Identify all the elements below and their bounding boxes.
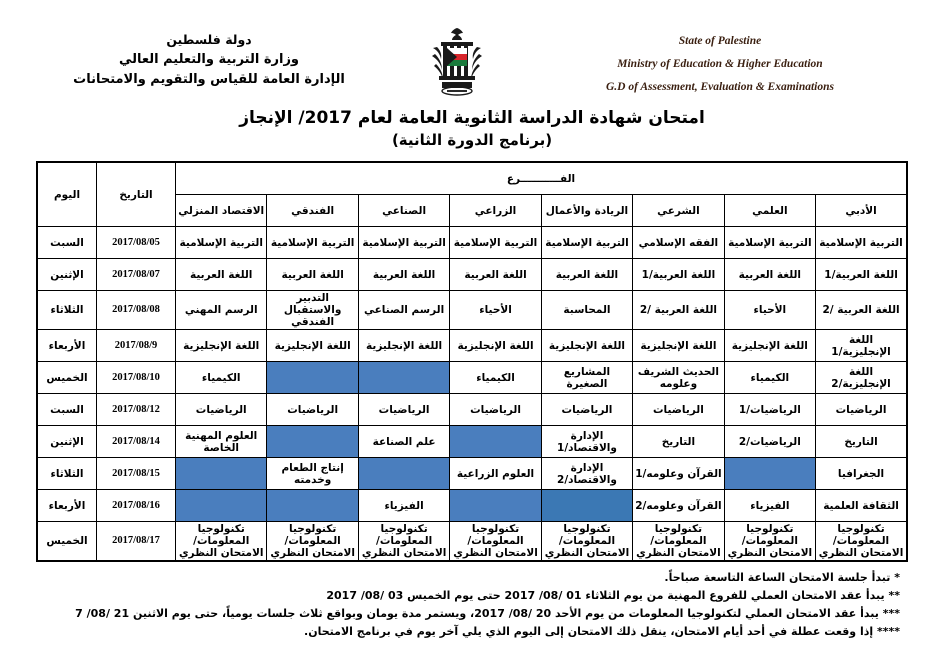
- exam-subject-cell: الفيزياء: [724, 490, 815, 522]
- exam-day-cell: الأربعاء: [37, 330, 97, 362]
- exam-date-cell: 2017/08/10: [97, 362, 176, 394]
- exam-subject-cell: المحاسبة: [541, 291, 632, 330]
- table-head: [37, 162, 907, 227]
- english-ministry-line: Ministry of Education & Higher Education: [617, 58, 823, 70]
- exam-subject-cell: الرسم المهني: [176, 291, 267, 330]
- footnote: ** يبدأ عقد الامتحان العملي للفروع المهنية من يوم الثلاثاء 01 /08/ 2017 حتى يوم الخميس 03 /08/ 2017: [326, 589, 900, 602]
- english-state-line: State of Palestine: [678, 35, 762, 47]
- exam-subject-cell: الأحياء: [450, 291, 541, 330]
- exam-subject-cell: تكنولوجيا المعلومات/ الامتحان النظري: [724, 522, 815, 562]
- exam-day-cell: الخميس: [37, 362, 97, 394]
- exam-subject-cell: التربية الإسلامية: [267, 227, 358, 259]
- column-header-branch: الأدبي: [816, 195, 907, 227]
- exam-schedule-table: [36, 161, 908, 562]
- exam-date-cell: 2017/08/12: [97, 394, 176, 426]
- exam-subject-cell: [176, 490, 267, 522]
- exam-subject-cell: الرياضيات: [176, 394, 267, 426]
- exam-subject-cell: تكنولوجيا المعلومات/ الامتحان النظري: [267, 522, 358, 562]
- exam-subject-cell: الرياضيات: [358, 394, 449, 426]
- exam-subject-cell: الرياضيات/2: [724, 426, 815, 458]
- column-header-branch: الشرعي: [633, 195, 724, 227]
- exam-subject-cell: الجغرافيا: [816, 458, 907, 490]
- exam-day-cell: الخميس: [37, 522, 97, 562]
- exam-subject-cell: اللغة الإنجليزية/2: [816, 362, 907, 394]
- exam-subject-cell: الرسم الصناعي: [358, 291, 449, 330]
- table-row: [37, 227, 907, 259]
- exam-subject-cell: الرياضيات: [267, 394, 358, 426]
- exam-subject-cell: التاريخ: [633, 426, 724, 458]
- exam-subject-cell: الرياضيات: [816, 394, 907, 426]
- exam-subject-cell: التربية الإسلامية: [358, 227, 449, 259]
- exam-subject-cell: التربية الإسلامية: [176, 227, 267, 259]
- exam-subject-cell: التاريخ: [816, 426, 907, 458]
- exam-subject-cell: اللغة العربية: [450, 259, 541, 291]
- exam-subject-cell: التربية الإسلامية: [541, 227, 632, 259]
- exam-subject-cell: اللغة الإنجليزية: [450, 330, 541, 362]
- branch-group-header: الفـــــــــــرع: [176, 162, 908, 195]
- page-subtitle: (برنامج الدورة الثانية): [391, 131, 553, 149]
- footnote: *** يبدأ عقد الامتحان العملي لتكنولوجيا المعلومات من يوم الأحد 20 /08/ 2017، ويستمر مدة يومان وبواقع ثلاث جلسات يومياً، حتى يوم الاثنين 21 /08/ 7: [75, 607, 900, 620]
- exam-subject-cell: المشاريع الصغيرة: [541, 362, 632, 394]
- column-header-branch: الريادة والأعمال: [541, 195, 632, 227]
- exam-day-cell: الثلاثاء: [37, 291, 97, 330]
- exam-subject-cell: [724, 458, 815, 490]
- exam-subject-cell: تكنولوجيا المعلومات/ الامتحان النظري: [541, 522, 632, 562]
- exam-subject-cell: الكيمياء: [450, 362, 541, 394]
- exam-subject-cell: [267, 426, 358, 458]
- exam-subject-cell: اللغة الإنجليزية: [541, 330, 632, 362]
- exam-day-cell: السبت: [37, 227, 97, 259]
- table-row: [37, 426, 907, 458]
- table-row: [37, 362, 907, 394]
- exam-day-cell: الإثنين: [37, 426, 97, 458]
- exam-day-cell: الإثنين: [37, 259, 97, 291]
- table-row: [37, 458, 907, 490]
- exam-subject-cell: اللغة العربية: [267, 259, 358, 291]
- footnotes-block: [0, 562, 944, 640]
- exam-subject-cell: التدبير والاستقبال الفندقي: [267, 291, 358, 330]
- footnote: **** إذا وقعت عطلة في أحد أيام الامتحان، ينقل ذلك الامتحان إلى اليوم الذي يلي آخر يوم في برنامج الامتحان.: [304, 625, 900, 638]
- exam-subject-cell: القرآن وعلومه/2: [633, 490, 724, 522]
- exam-subject-cell: [267, 490, 358, 522]
- exam-subject-cell: الفيزياء: [358, 490, 449, 522]
- exam-day-cell: الثلاثاء: [37, 458, 97, 490]
- exam-subject-cell: الأحياء: [724, 291, 815, 330]
- exam-date-cell: 2017/08/08: [97, 291, 176, 330]
- exam-date-cell: 2017/08/14: [97, 426, 176, 458]
- table-row: [37, 490, 907, 522]
- exam-subject-cell: الرياضيات/1: [724, 394, 815, 426]
- english-directorate-line: G.D of Assessment, Evaluation & Examinations: [605, 81, 835, 93]
- exam-subject-cell: الحديث الشريف وعلومه: [633, 362, 724, 394]
- table-body: [37, 227, 907, 562]
- table-row: [37, 291, 907, 330]
- arabic-state-line: دولة فلسطين: [166, 32, 252, 47]
- exam-subject-cell: اللغة العربية: [541, 259, 632, 291]
- column-header-day: اليوم: [37, 162, 97, 227]
- exam-subject-cell: اللغة العربية: [724, 259, 815, 291]
- exam-date-cell: 2017/08/17: [97, 522, 176, 562]
- exam-subject-cell: اللغة العربية /2: [816, 291, 907, 330]
- arabic-directorate-line: الإدارة العامة للقياس والتقويم والامتحانات: [73, 72, 345, 87]
- exam-subject-cell: اللغة العربية: [176, 259, 267, 291]
- exam-subject-cell: [358, 458, 449, 490]
- exam-subject-cell: اللغة العربية/1: [633, 259, 724, 291]
- exam-subject-cell: الرياضيات: [633, 394, 724, 426]
- exam-subject-cell: العلوم الزراعية: [450, 458, 541, 490]
- exam-subject-cell: تكنولوجيا المعلومات/ الامتحان النظري: [176, 522, 267, 562]
- arabic-ministry-line: وزارة التربية والتعليم العالي: [118, 52, 300, 67]
- column-header-branch: الاقتصاد المنزلي: [176, 195, 267, 227]
- exam-subject-cell: القرآن وعلومه/1: [633, 458, 724, 490]
- exam-subject-cell: اللغة الإنجليزية: [724, 330, 815, 362]
- column-header-branch: الزراعي: [450, 195, 541, 227]
- exam-subject-cell: اللغة العربية /2: [633, 291, 724, 330]
- document-masthead: [0, 0, 944, 99]
- table-group-header-row: [37, 162, 907, 195]
- page-title: امتحان شهادة الدراسة الثانوية العامة لعام 2017/ الإنجاز: [239, 108, 705, 128]
- exam-subject-cell: اللغة الإنجليزية: [358, 330, 449, 362]
- exam-subject-cell: الكيمياء: [724, 362, 815, 394]
- exam-date-cell: 2017/08/07: [97, 259, 176, 291]
- footnote: * تبدأ جلسة الامتحان الساعة التاسعة صباحاً.: [664, 571, 900, 584]
- schedule-table-wrapper: [0, 151, 944, 562]
- column-header-branch: الصناعي: [358, 195, 449, 227]
- document-title-block: [0, 107, 944, 151]
- exam-subject-cell: [450, 490, 541, 522]
- exam-date-cell: 2017/08/9: [97, 330, 176, 362]
- exam-subject-cell: [541, 490, 632, 522]
- exam-subject-cell: الرياضيات: [541, 394, 632, 426]
- exam-subject-cell: اللغة الإنجليزية: [176, 330, 267, 362]
- exam-subject-cell: التربية الإسلامية: [724, 227, 815, 259]
- exam-day-cell: السبت: [37, 394, 97, 426]
- exam-subject-cell: إنتاج الطعام وخدمته: [267, 458, 358, 490]
- exam-subject-cell: [358, 362, 449, 394]
- exam-subject-cell: [450, 426, 541, 458]
- exam-subject-cell: تكنولوجيا المعلومات/ الامتحان النظري: [633, 522, 724, 562]
- table-row: [37, 522, 907, 562]
- table-row: [37, 259, 907, 291]
- palestine-eagle-emblem: [420, 26, 494, 98]
- exam-subject-cell: اللغة الإنجليزية: [633, 330, 724, 362]
- english-ministry-header: [540, 26, 900, 99]
- exam-subject-cell: [176, 458, 267, 490]
- exam-subject-cell: التربية الإسلامية: [450, 227, 541, 259]
- exam-subject-cell: اللغة العربية: [358, 259, 449, 291]
- exam-subject-cell: التربية الإسلامية: [816, 227, 907, 259]
- exam-subject-cell: الإدارة والاقتصاد/1: [541, 426, 632, 458]
- exam-subject-cell: العلوم المهنية الخاصة: [176, 426, 267, 458]
- table-row: [37, 330, 907, 362]
- exam-subject-cell: علم الصناعة: [358, 426, 449, 458]
- column-header-branch: الفندقي: [267, 195, 358, 227]
- arabic-ministry-header: [44, 26, 374, 90]
- exam-subject-cell: اللغة الإنجليزية: [267, 330, 358, 362]
- column-header-date: التاريخ: [97, 162, 176, 227]
- exam-day-cell: الأربعاء: [37, 490, 97, 522]
- table-row: [37, 394, 907, 426]
- exam-date-cell: 2017/08/15: [97, 458, 176, 490]
- exam-date-cell: 2017/08/05: [97, 227, 176, 259]
- exam-subject-cell: تكنولوجيا المعلومات/ الامتحان النظري: [816, 522, 907, 562]
- exam-subject-cell: الفقه الإسلامي: [633, 227, 724, 259]
- exam-subject-cell: الإدارة والاقتصاد/2: [541, 458, 632, 490]
- exam-subject-cell: [267, 362, 358, 394]
- exam-subject-cell: الرياضيات: [450, 394, 541, 426]
- exam-subject-cell: تكنولوجيا المعلومات/ الامتحان النظري: [358, 522, 449, 562]
- column-header-branch: العلمي: [724, 195, 815, 227]
- exam-subject-cell: الثقافة العلمية: [816, 490, 907, 522]
- exam-date-cell: 2017/08/16: [97, 490, 176, 522]
- exam-subject-cell: تكنولوجيا المعلومات/ الامتحان النظري: [450, 522, 541, 562]
- exam-subject-cell: اللغة الإنجليزية/1: [816, 330, 907, 362]
- exam-subject-cell: الكيمياء: [176, 362, 267, 394]
- exam-subject-cell: اللغة العربية/1: [816, 259, 907, 291]
